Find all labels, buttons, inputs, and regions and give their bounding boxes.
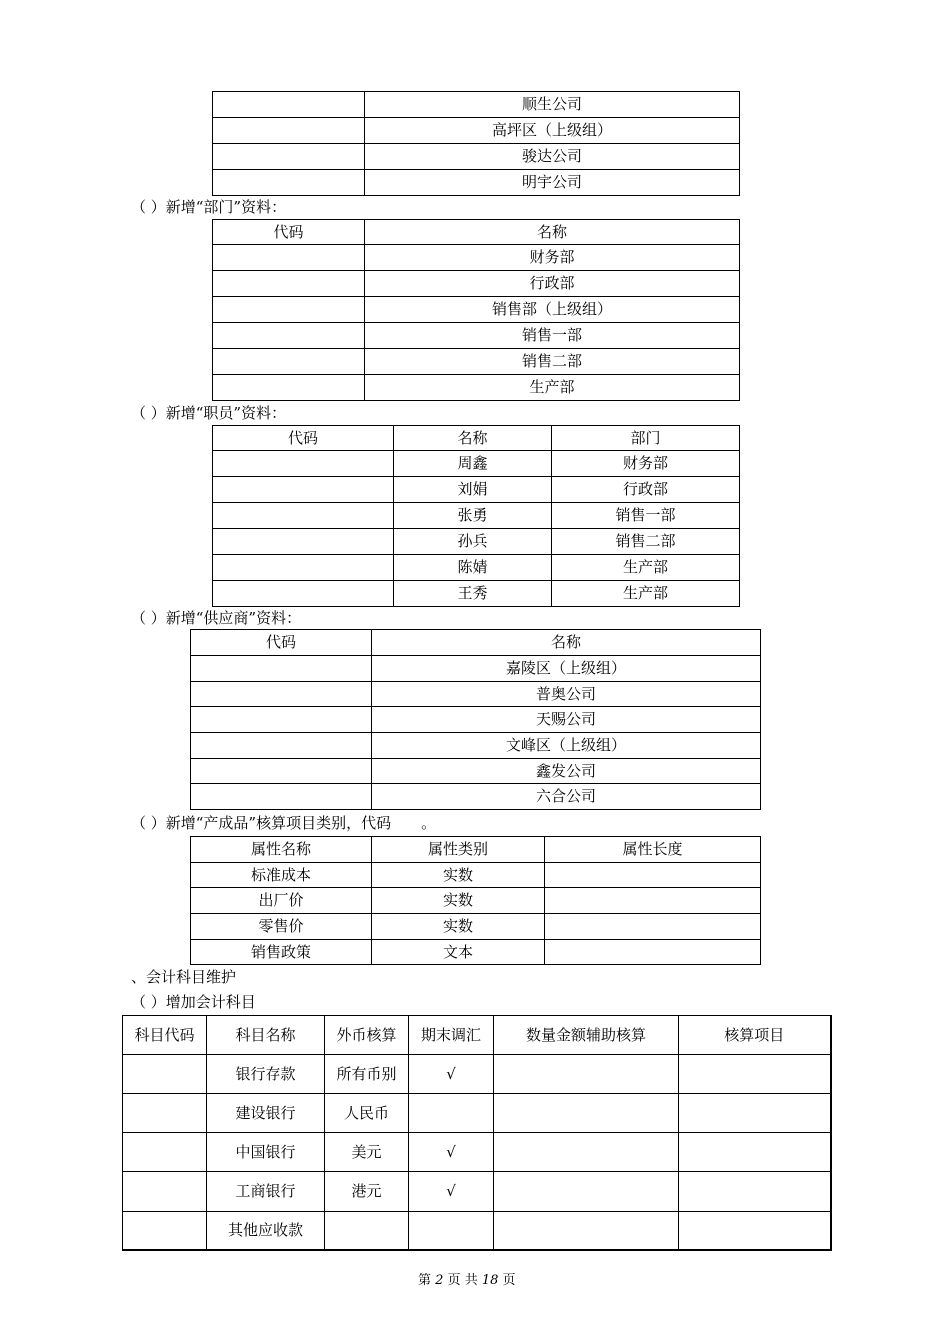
header-name: 科目名称 xyxy=(207,1016,325,1055)
attr-name-cell: 零售价 xyxy=(191,914,372,940)
table-row xyxy=(213,581,740,607)
table-row xyxy=(213,555,740,581)
table-row xyxy=(213,323,740,349)
section-accounts-title: 、会计科目维护 xyxy=(131,968,237,986)
table-row xyxy=(123,1055,831,1094)
dept-cell: 行政部 xyxy=(552,477,740,503)
section-add-account-title: （ ）增加会计科目 xyxy=(131,993,256,1011)
dept-cell: 生产部 xyxy=(552,555,740,581)
name-cell: 王秀 xyxy=(394,581,552,607)
code-cell xyxy=(123,1055,207,1094)
table-row xyxy=(191,888,761,914)
code-cell xyxy=(191,733,372,759)
attr-type-cell: 文本 xyxy=(372,940,545,965)
items-cell xyxy=(679,1133,831,1172)
table-row xyxy=(213,477,740,503)
table-row xyxy=(191,940,761,965)
table-row xyxy=(191,682,761,707)
qty-cell xyxy=(494,1172,679,1212)
code-cell xyxy=(213,170,365,196)
table-row xyxy=(213,503,740,529)
items-cell xyxy=(679,1055,831,1094)
code-cell xyxy=(213,144,365,170)
name-cell: 鑫发公司 xyxy=(372,759,761,784)
section-product-suffix: 。 xyxy=(421,814,437,832)
header-name: 名称 xyxy=(372,630,761,656)
adjust-cell: √ xyxy=(409,1055,494,1094)
table-header-row xyxy=(213,220,740,245)
name-cell: 销售二部 xyxy=(365,349,740,375)
header-adjust: 期末调汇 xyxy=(409,1016,494,1055)
section-staff-title: （ ）新增“职员”资料： xyxy=(131,404,287,422)
code-cell xyxy=(213,323,365,349)
table-row xyxy=(191,914,761,940)
page-footer xyxy=(418,1274,516,1287)
attr-len-cell xyxy=(545,888,761,914)
header-name: 名称 xyxy=(394,426,552,451)
dept-table xyxy=(212,219,740,401)
table-row xyxy=(213,529,740,555)
table-row xyxy=(123,1094,831,1133)
table-row xyxy=(123,1172,831,1212)
code-cell xyxy=(213,118,365,144)
code-cell xyxy=(123,1133,207,1172)
table-row xyxy=(213,349,740,375)
name-cell: 中国银行 xyxy=(207,1133,325,1172)
items-cell xyxy=(679,1212,831,1250)
table-header-row xyxy=(123,1016,831,1055)
dept-cell: 销售二部 xyxy=(552,529,740,555)
name-cell: 顺生公司 xyxy=(365,92,740,118)
table-row xyxy=(213,144,740,170)
table-row xyxy=(213,297,740,323)
header-dept: 部门 xyxy=(552,426,740,451)
name-cell: 六合公司 xyxy=(372,784,761,810)
header-attr-len: 属性长度 xyxy=(545,837,761,863)
section-product-text: （ ）新增“产成品”核算项目类别，代码 xyxy=(131,814,392,832)
name-cell: 生产部 xyxy=(365,375,740,401)
name-cell: 明宇公司 xyxy=(365,170,740,196)
code-cell xyxy=(191,784,372,810)
adjust-cell xyxy=(409,1094,494,1133)
name-cell: 文峰区（上级组） xyxy=(372,733,761,759)
footer-suffix: 页 xyxy=(502,1273,516,1288)
attr-name-cell: 出厂价 xyxy=(191,888,372,914)
table-row xyxy=(191,863,761,888)
dept-cell: 财务部 xyxy=(552,451,740,477)
name-cell: 天赐公司 xyxy=(372,707,761,733)
section-product-title xyxy=(131,816,436,831)
code-cell xyxy=(191,656,372,682)
code-cell xyxy=(213,375,365,401)
name-cell: 工商银行 xyxy=(207,1172,325,1212)
table-header-row xyxy=(213,426,740,451)
items-cell xyxy=(679,1094,831,1133)
table-row xyxy=(213,170,740,196)
footer-total-pages: 18 xyxy=(481,1273,499,1288)
header-code: 代码 xyxy=(213,220,365,245)
qty-cell xyxy=(494,1055,679,1094)
code-cell xyxy=(123,1094,207,1133)
table-row xyxy=(191,784,761,810)
fx-cell: 人民币 xyxy=(325,1094,409,1133)
attr-len-cell xyxy=(545,863,761,888)
header-qty: 数量金额辅助核算 xyxy=(494,1016,679,1055)
footer-page-number: 2 xyxy=(435,1273,444,1288)
header-attr-type: 属性类别 xyxy=(372,837,545,863)
table-row xyxy=(191,733,761,759)
supplier-table xyxy=(190,629,761,810)
adjust-cell: √ xyxy=(409,1172,494,1212)
header-items: 核算项目 xyxy=(679,1016,831,1055)
name-cell: 周鑫 xyxy=(394,451,552,477)
header-code: 代码 xyxy=(191,630,372,656)
name-cell: 建设银行 xyxy=(207,1094,325,1133)
name-cell: 骏达公司 xyxy=(365,144,740,170)
product-attr-table xyxy=(190,836,761,965)
qty-cell xyxy=(494,1133,679,1172)
section-dept-title: （ ）新增“部门”资料： xyxy=(131,198,287,216)
items-cell xyxy=(679,1172,831,1212)
name-cell: 张勇 xyxy=(394,503,552,529)
name-cell: 销售一部 xyxy=(365,323,740,349)
code-cell xyxy=(213,451,394,477)
dept-cell: 销售一部 xyxy=(552,503,740,529)
table-row xyxy=(213,245,740,271)
name-cell: 销售部（上级组） xyxy=(365,297,740,323)
fx-cell: 美元 xyxy=(325,1133,409,1172)
table-row xyxy=(123,1212,831,1250)
attr-len-cell xyxy=(545,914,761,940)
code-cell xyxy=(213,581,394,607)
code-cell xyxy=(191,682,372,707)
code-cell xyxy=(213,297,365,323)
table-row xyxy=(213,375,740,401)
code-cell xyxy=(123,1212,207,1250)
customer-table xyxy=(212,91,740,196)
code-cell xyxy=(191,759,372,784)
name-cell: 其他应收款 xyxy=(207,1212,325,1250)
table-row xyxy=(213,92,740,118)
name-cell: 刘娟 xyxy=(394,477,552,503)
name-cell: 银行存款 xyxy=(207,1055,325,1094)
attr-len-cell xyxy=(545,940,761,965)
code-cell xyxy=(213,92,365,118)
fx-cell: 所有币别 xyxy=(325,1055,409,1094)
code-cell xyxy=(213,555,394,581)
table-row xyxy=(191,707,761,733)
table-row xyxy=(191,656,761,682)
table-header-row xyxy=(191,630,761,656)
code-cell xyxy=(213,503,394,529)
table-row xyxy=(123,1133,831,1172)
table-row xyxy=(213,451,740,477)
name-cell: 财务部 xyxy=(365,245,740,271)
code-cell xyxy=(213,529,394,555)
name-cell: 嘉陵区（上级组） xyxy=(372,656,761,682)
attr-name-cell: 销售政策 xyxy=(191,940,372,965)
fx-cell xyxy=(325,1212,409,1250)
table-row xyxy=(191,759,761,784)
adjust-cell: √ xyxy=(409,1133,494,1172)
header-name: 名称 xyxy=(365,220,740,245)
staff-table xyxy=(212,425,740,607)
attr-type-cell: 实数 xyxy=(372,863,545,888)
code-cell xyxy=(191,707,372,733)
header-code: 科目代码 xyxy=(123,1016,207,1055)
header-code: 代码 xyxy=(213,426,394,451)
dept-cell: 生产部 xyxy=(552,581,740,607)
name-cell: 行政部 xyxy=(365,271,740,297)
table-row xyxy=(213,118,740,144)
qty-cell xyxy=(494,1212,679,1250)
header-fx: 外币核算 xyxy=(325,1016,409,1055)
attr-type-cell: 实数 xyxy=(372,914,545,940)
table-row xyxy=(213,271,740,297)
table-header-row xyxy=(191,837,761,863)
accounts-table xyxy=(122,1015,832,1251)
code-cell xyxy=(123,1172,207,1212)
header-attr-name: 属性名称 xyxy=(191,837,372,863)
attr-name-cell: 标准成本 xyxy=(191,863,372,888)
code-cell xyxy=(213,477,394,503)
footer-mid: 页 共 xyxy=(447,1273,478,1288)
code-cell xyxy=(213,271,365,297)
attr-type-cell: 实数 xyxy=(372,888,545,914)
footer-prefix: 第 xyxy=(418,1273,432,1288)
name-cell: 孙兵 xyxy=(394,529,552,555)
name-cell: 陈婧 xyxy=(394,555,552,581)
fx-cell: 港元 xyxy=(325,1172,409,1212)
name-cell: 普奥公司 xyxy=(372,682,761,707)
section-supplier-title: （ ）新增“供应商”资料： xyxy=(131,609,302,627)
code-cell xyxy=(213,349,365,375)
qty-cell xyxy=(494,1094,679,1133)
code-cell xyxy=(213,245,365,271)
adjust-cell xyxy=(409,1212,494,1250)
name-cell: 高坪区（上级组） xyxy=(365,118,740,144)
